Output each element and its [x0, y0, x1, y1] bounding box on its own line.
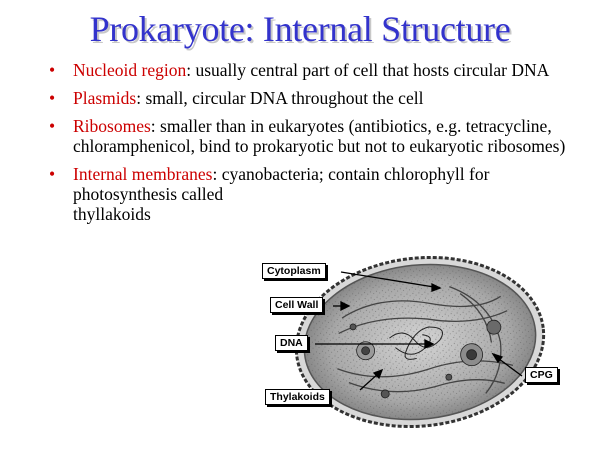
term-nucleoid: Nucleoid region [73, 60, 187, 80]
label-cytoplasm: Cytoplasm [262, 263, 326, 279]
bullet-dot: • [49, 116, 56, 136]
bullet-dot: • [49, 60, 56, 80]
label-cpg: CPG [525, 367, 558, 383]
bullet-list [40, 60, 588, 232]
bullet-dot: • [49, 88, 56, 108]
bullet-ribosomes [40, 116, 588, 156]
term-plasmids: Plasmids [73, 88, 137, 108]
text-nucleoid: : usually central part of cell that hosts circular DNA [186, 60, 550, 80]
label-dna: DNA [275, 335, 308, 351]
term-internal-membranes: Internal membranes [73, 164, 213, 184]
text-internal-membranes: : cyanobacteria; contain chlorophyll for [212, 164, 490, 184]
bullet-internal-membranes [40, 164, 588, 224]
term-ribosomes: Ribosomes [73, 116, 151, 136]
slide-title: Prokaryote: Internal Structure [89, 9, 511, 49]
bullet-nucleoid [40, 60, 588, 80]
text-ribosomes: : smaller than in eukaryotes (antibiotics, e.g. tetracycline, chloramphenicol, bind to prokaryotic but not to eukaryotic ribosomes) [73, 116, 566, 156]
bullet-plasmids [40, 88, 588, 108]
label-thylakoids: Thylakoids [265, 389, 330, 405]
text-plasmids: : small, circular DNA throughout the cell [136, 88, 424, 108]
text-internal-membranes-cont: photosynthesis called thyllakoids [73, 184, 224, 224]
prokaryote-cell-diagram [255, 250, 575, 450]
bullet-dot: • [49, 164, 56, 184]
label-cell-wall: Cell Wall [270, 297, 323, 313]
